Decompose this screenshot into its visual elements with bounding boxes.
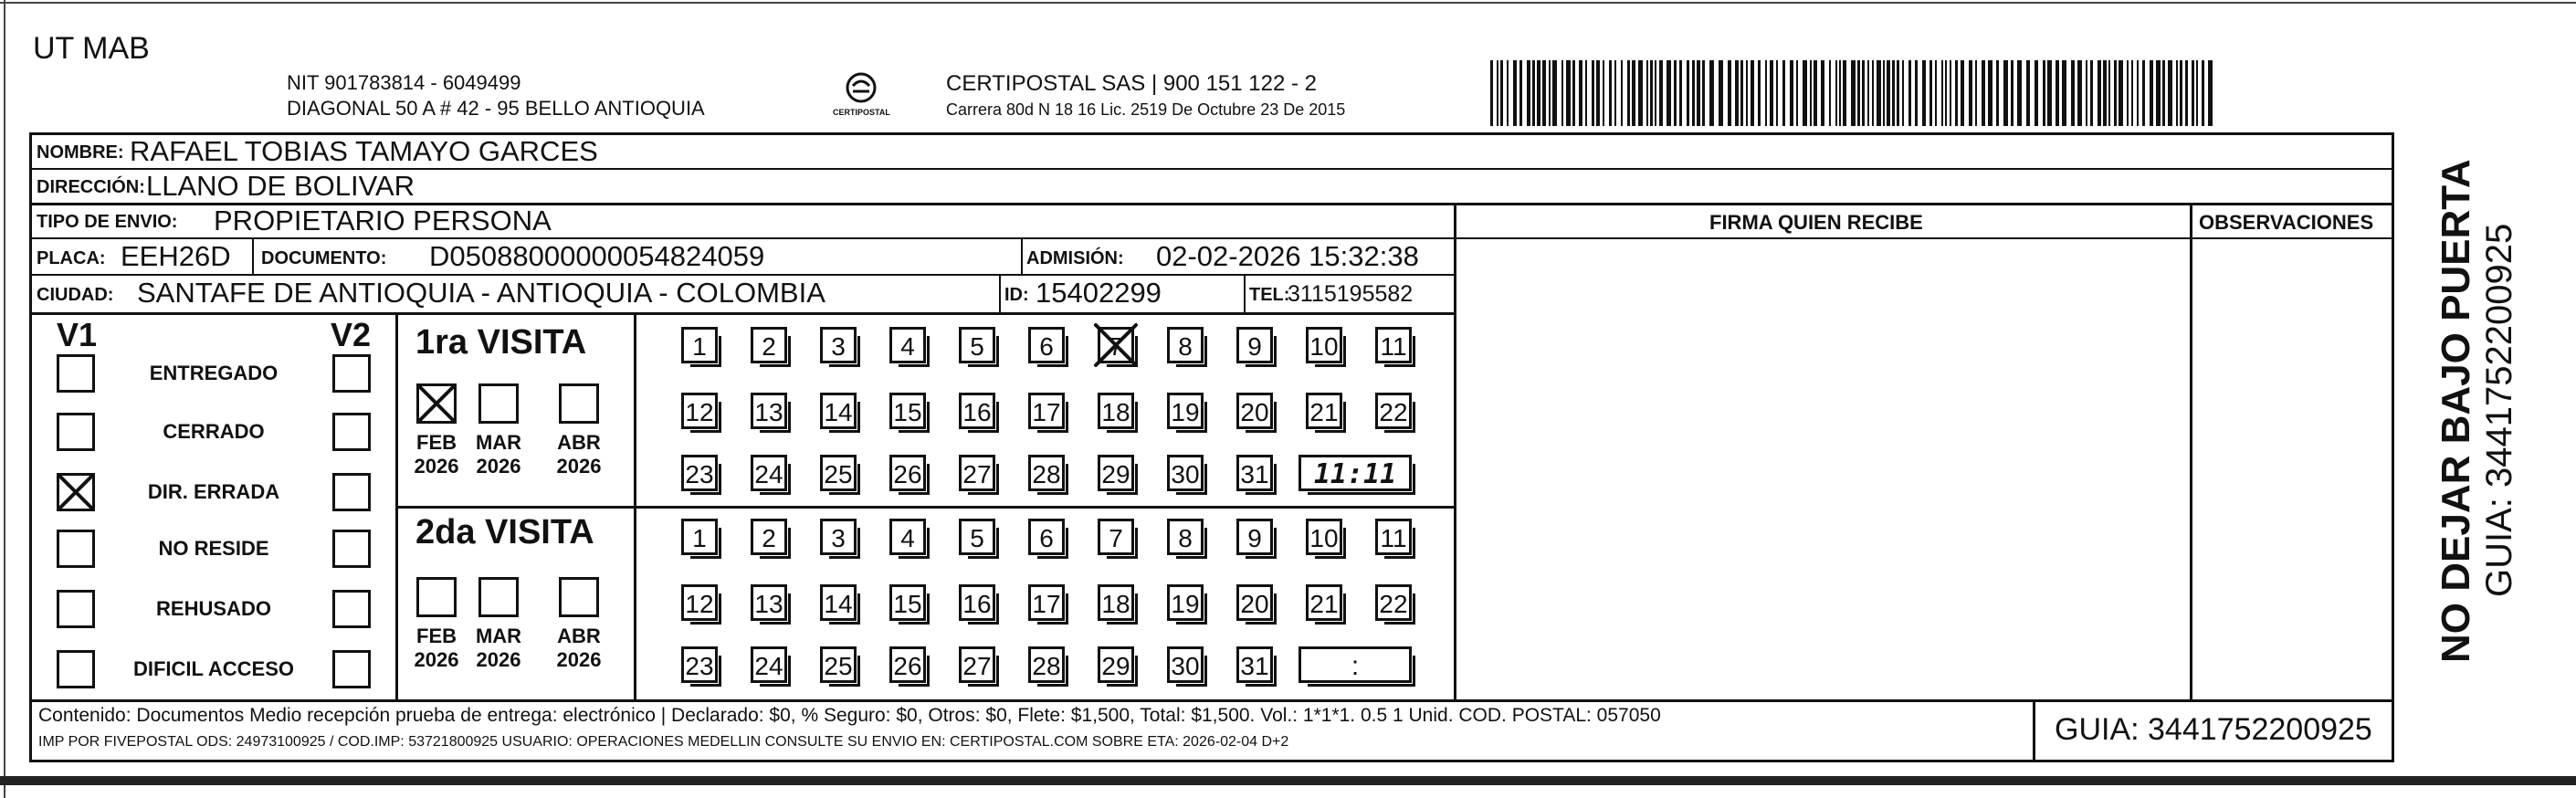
day-box: 11 <box>1375 519 1412 555</box>
placa-divider <box>252 239 254 276</box>
ut-label: UT MAB <box>33 31 150 66</box>
day-box: 5 <box>959 519 995 555</box>
paper-top-edge <box>0 2 2576 4</box>
status-option-label: ENTREGADO <box>149 362 279 384</box>
month-checkbox <box>416 383 457 424</box>
admision-value: 02-02-2026 15:32:38 <box>1156 240 1419 272</box>
month-checkbox <box>478 577 519 617</box>
month-checkbox <box>416 577 457 617</box>
visit1-title: 1ra VISITA <box>415 323 587 362</box>
day-box: 20 <box>1236 584 1273 621</box>
day-box: 5 <box>959 327 995 363</box>
month-label: FEB 2026 <box>414 431 459 478</box>
guia-footer: GUIA: 3441752200925 <box>2055 712 2372 747</box>
status-option-label: NO RESIDE <box>158 537 269 560</box>
company-name: CERTIPOSTAL SAS | 900 151 122 - 2 <box>946 71 1317 96</box>
visit2-title: 2da VISITA <box>415 513 594 551</box>
day-box: 9 <box>1236 327 1273 363</box>
day-box: 18 <box>1098 393 1134 429</box>
day-box: 19 <box>1167 393 1204 429</box>
side-warning: NO DEJAR BAJO PUERTA <box>2434 159 2478 663</box>
id-label: ID: <box>1004 285 1029 305</box>
month-checkbox <box>478 383 519 424</box>
table-bottom <box>29 760 2394 762</box>
nombre-value: RAFAEL TOBIAS TAMAYO GARCES <box>130 135 598 167</box>
tel-divider <box>1244 276 1246 314</box>
day-box: 11 <box>1375 327 1412 363</box>
month-label: ABR 2026 <box>556 431 602 478</box>
day-box: 26 <box>889 646 926 683</box>
day-box: 13 <box>751 584 787 621</box>
barcode <box>1490 60 2213 126</box>
day-box: 1 <box>681 327 718 363</box>
obs-col-left <box>2190 203 2192 701</box>
status-option-label: DIFICIL ACCESO <box>132 657 294 680</box>
day-box: 12 <box>681 393 718 429</box>
v1-header: V1 <box>57 316 98 353</box>
ciudad-value: SANTAFE DE ANTIOQUIA - ANTIOQUIA - COLOMBIA <box>137 277 825 309</box>
firma-col-left <box>1454 203 1456 701</box>
time-box: 11:11 <box>1299 455 1412 491</box>
id-divider <box>999 276 1001 314</box>
day-box: 14 <box>820 584 857 621</box>
nombre-label: NOMBRE: <box>37 142 124 163</box>
nit-text: NIT 901783814 - 6049499 <box>287 71 521 94</box>
day-box: 26 <box>889 455 926 491</box>
day-box: 31 <box>1236 455 1273 491</box>
contenido-text: Contenido: Documentos Medio recepción prueba de entrega: electrónico | Declarado: $0, % Seguro: $0, Otros: $0, Flete: $1,500, Total: $1,500. Vol.: 1*1*1. 0.5 1 Unid. COD. POSTAL: 057050 <box>38 705 1661 726</box>
status-option-label: CERRADO <box>163 420 265 443</box>
logo-text: CERTIPOSTAL <box>833 108 890 117</box>
observaciones-header: OBSERVACIONES <box>2199 211 2374 234</box>
tipo-label: TIPO DE ENVIO: <box>37 212 178 232</box>
day-box: 31 <box>1236 646 1273 683</box>
day-box: 18 <box>1098 584 1134 621</box>
sender-address: DIAGONAL 50 A # 42 - 95 BELLO ANTIOQUIA <box>287 97 705 120</box>
day-box: 29 <box>1098 455 1134 491</box>
day-box: 8 <box>1167 327 1204 363</box>
day-box: 20 <box>1236 393 1273 429</box>
imp-text: IMP POR FIVEPOSTAL ODS: 24973100925 / COD.IMP: 53721800925 USUARIO: OPERACIONES MEDELLIN CONSULTE SU ENVIO EN: CERTIPOSTAL.COM SOBRE ETA: 2026-02-04 D+2 <box>38 734 1289 750</box>
day-box: 8 <box>1167 519 1204 555</box>
day-box: 12 <box>681 584 718 621</box>
day-box: 15 <box>889 584 926 621</box>
day-box: 7 <box>1098 327 1134 363</box>
day-box: 2 <box>751 327 787 363</box>
month-label: MAR 2026 <box>475 431 522 478</box>
day-box: 30 <box>1167 455 1204 491</box>
row-line-5 <box>29 312 1456 315</box>
id-value: 15402299 <box>1036 277 1162 309</box>
day-box: 3 <box>820 519 857 555</box>
status-option-label: DIR. ERRADA <box>147 480 280 503</box>
day-box: 22 <box>1375 393 1412 429</box>
day-box: 17 <box>1028 393 1065 429</box>
day-box: 21 <box>1306 584 1342 621</box>
tel-label: TEL: <box>1249 285 1290 305</box>
day-box: 13 <box>751 393 787 429</box>
day-box: 24 <box>751 455 787 491</box>
paper-bottom-edge <box>0 776 2576 785</box>
day-box: 4 <box>889 519 926 555</box>
day-box: 28 <box>1028 646 1065 683</box>
day-box: 6 <box>1028 519 1065 555</box>
day-box: 2 <box>751 519 787 555</box>
day-box: 10 <box>1306 327 1342 363</box>
day-box: 25 <box>820 455 857 491</box>
day-box: 21 <box>1306 393 1342 429</box>
day-box: 27 <box>959 646 995 683</box>
day-box: 17 <box>1028 584 1065 621</box>
day-box: 23 <box>681 455 718 491</box>
ciudad-label: CIUDAD: <box>37 285 114 305</box>
month-label: FEB 2026 <box>414 625 459 671</box>
guia-box-left <box>2033 699 2035 761</box>
admision-divider <box>1021 239 1023 276</box>
v2-header: V2 <box>331 316 372 353</box>
documento-value: D05088000000054824059 <box>429 240 765 272</box>
table-right <box>2392 132 2394 762</box>
row-line-4 <box>29 274 1456 276</box>
placa-label: PLACA: <box>37 248 106 268</box>
direccion-label: DIRECCIÓN: <box>37 177 145 197</box>
day-box: 9 <box>1236 519 1273 555</box>
row-line-3 <box>29 237 2394 239</box>
day-box: 25 <box>820 646 857 683</box>
company-address: Carrera 80d N 18 16 Lic. 2519 De Octubre 23 De 2015 <box>946 100 1346 119</box>
day-box: 30 <box>1167 646 1204 683</box>
firma-header: FIRMA QUIEN RECIBE <box>1709 211 1923 234</box>
tel-value: 3115195582 <box>1288 281 1414 307</box>
day-box: 28 <box>1028 455 1065 491</box>
direccion-value: LLANO DE BOLIVAR <box>146 170 415 202</box>
day-box: 16 <box>959 393 995 429</box>
month-label: MAR 2026 <box>475 625 522 671</box>
footer-line <box>29 699 2394 702</box>
day-box: 27 <box>959 455 995 491</box>
day-box: 4 <box>889 327 926 363</box>
side-guia: GUIA: 3441752200925 <box>2479 223 2519 597</box>
status-option-label: REHUSADO <box>156 597 271 620</box>
day-box: 23 <box>681 646 718 683</box>
time-box: : <box>1299 646 1412 683</box>
day-box: 16 <box>959 584 995 621</box>
day-box: 14 <box>820 393 857 429</box>
visit-divider <box>395 506 1456 509</box>
month-label: ABR 2026 <box>556 625 602 671</box>
certipostal-logo <box>833 69 889 124</box>
month-checkbox <box>559 383 599 424</box>
admision-label: ADMISIÓN: <box>1026 248 1124 268</box>
documento-label: DOCUMENTO: <box>261 248 387 268</box>
day-box: 24 <box>751 646 787 683</box>
tipo-value: PROPIETARIO PERSONA <box>214 205 552 236</box>
day-box: 22 <box>1375 584 1412 621</box>
day-box: 10 <box>1306 519 1342 555</box>
day-box: 7 <box>1098 519 1134 555</box>
day-box: 6 <box>1028 327 1065 363</box>
day-box: 1 <box>681 519 718 555</box>
day-box: 29 <box>1098 646 1134 683</box>
day-box: 15 <box>889 393 926 429</box>
placa-value: EEH26D <box>121 240 231 272</box>
month-checkbox <box>559 577 599 617</box>
day-box: 19 <box>1167 584 1204 621</box>
day-box: 3 <box>820 327 857 363</box>
